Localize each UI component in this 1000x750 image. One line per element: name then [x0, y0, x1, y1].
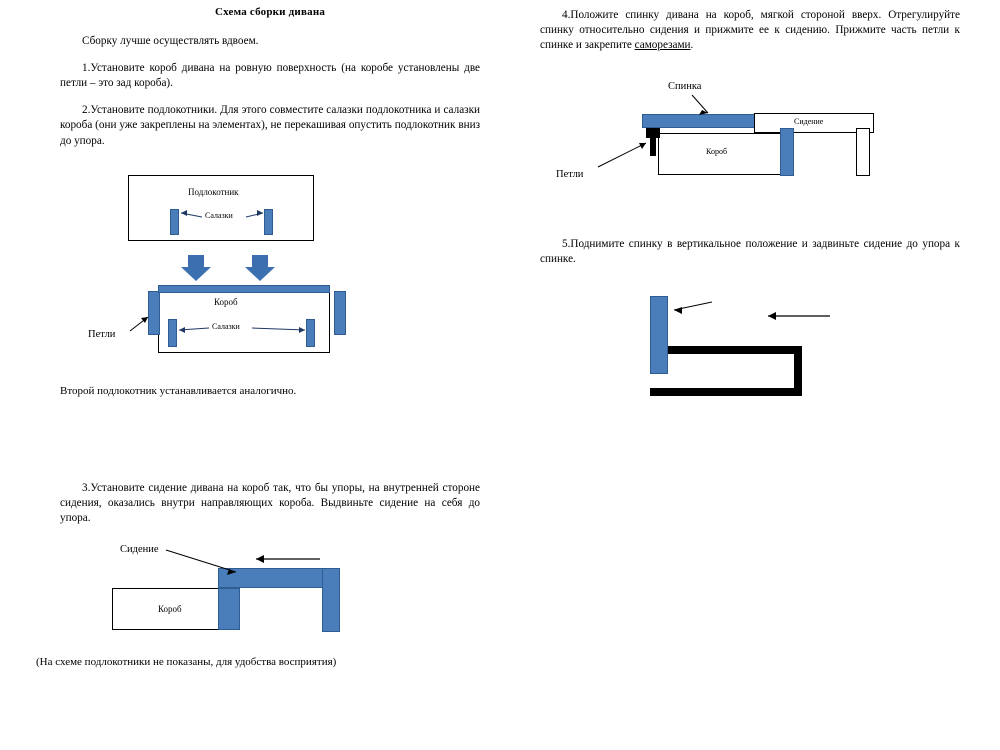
back-label: Спинка [668, 81, 702, 93]
diagram-back-on-box [540, 69, 960, 229]
frame-bottom [650, 388, 802, 396]
box-blue-right [218, 588, 240, 630]
left-column [36, 0, 480, 694]
armrest-outline [128, 175, 314, 241]
hinges-label-2: Петли [556, 169, 584, 181]
frame-inner-white [668, 354, 794, 388]
right-column [540, 0, 960, 428]
step-5-paragraph: 5.Поднимите спинку в вертикальное положение и задвиньте сидение до упора к спинке. [540, 238, 960, 266]
diagram-back-vertical [540, 288, 960, 428]
step-4-paragraph [540, 8, 960, 53]
box-label-2: Короб [158, 603, 182, 614]
runner-right-armrest [264, 209, 273, 235]
step-1-paragraph: 1.Установите короб дивана на ровную поверхность (на коробе установлены две петли – это зад короба). [60, 62, 480, 90]
seat-leg [322, 568, 340, 632]
step-4-link[interactable]: саморезами [634, 39, 691, 52]
runners-label-bottom: Салазки [212, 321, 240, 331]
hinges-label-1: Петли [88, 328, 116, 340]
hinge-right [334, 291, 346, 335]
back-vertical [650, 296, 668, 374]
box-label-3: Короб [706, 147, 728, 157]
runner-right-box [306, 319, 315, 347]
step-4-end: . [690, 39, 694, 52]
runner-left-box [168, 319, 177, 347]
runner-left-armrest [170, 209, 179, 235]
second-armrest-note: Второй подлокотник устанавливается аналогично. [60, 384, 297, 397]
hinge-left [148, 291, 160, 335]
box-top-strip [158, 285, 330, 293]
box-outline [158, 291, 330, 353]
right-support-leg [856, 128, 870, 176]
seat-label-2: Сидение [794, 117, 824, 127]
diagram-armrest-install [60, 167, 480, 447]
step-2-paragraph: 2.Установите подлокотники. Для этого совместите салазки подлокотника и салазки короба (они уже закреплены на элементах), не перекашивая опустить подлокотник вниз до упора. [60, 104, 480, 147]
page-title: Схема сборки дивана [214, 6, 326, 18]
step-4-text: 4.Положите спинку дивана на короб, мягкой стороной вверх. Отрегулируйте спинку относительно сидения и прижмите ее к сидению. Прижмите часть петли к спинке и закрепите [540, 9, 960, 52]
step-3-paragraph: 3.Установите сидение дивана на короб так, что бы упоры, на внутренней стороне сидения, оказались внутри направляющих короба. Выдвиньте сидение на себя до упора. [60, 481, 480, 524]
frame-top [668, 346, 802, 354]
runners-label-top: Салазки [205, 210, 233, 220]
armrest-label: Подлокотник [188, 186, 239, 197]
intro-paragraph: Сборку лучше осуществлять вдвоем. [82, 35, 259, 47]
hinge-bracket-vertical [650, 128, 656, 156]
box-right-leg [780, 128, 794, 176]
box-label-1: Короб [214, 296, 238, 307]
diagram-seat-install [36, 543, 480, 694]
armrests-hidden-note: (На схеме подлокотники не показаны, для удобства восприятия) [36, 655, 337, 668]
seat-label-1: Сидение [120, 543, 159, 555]
